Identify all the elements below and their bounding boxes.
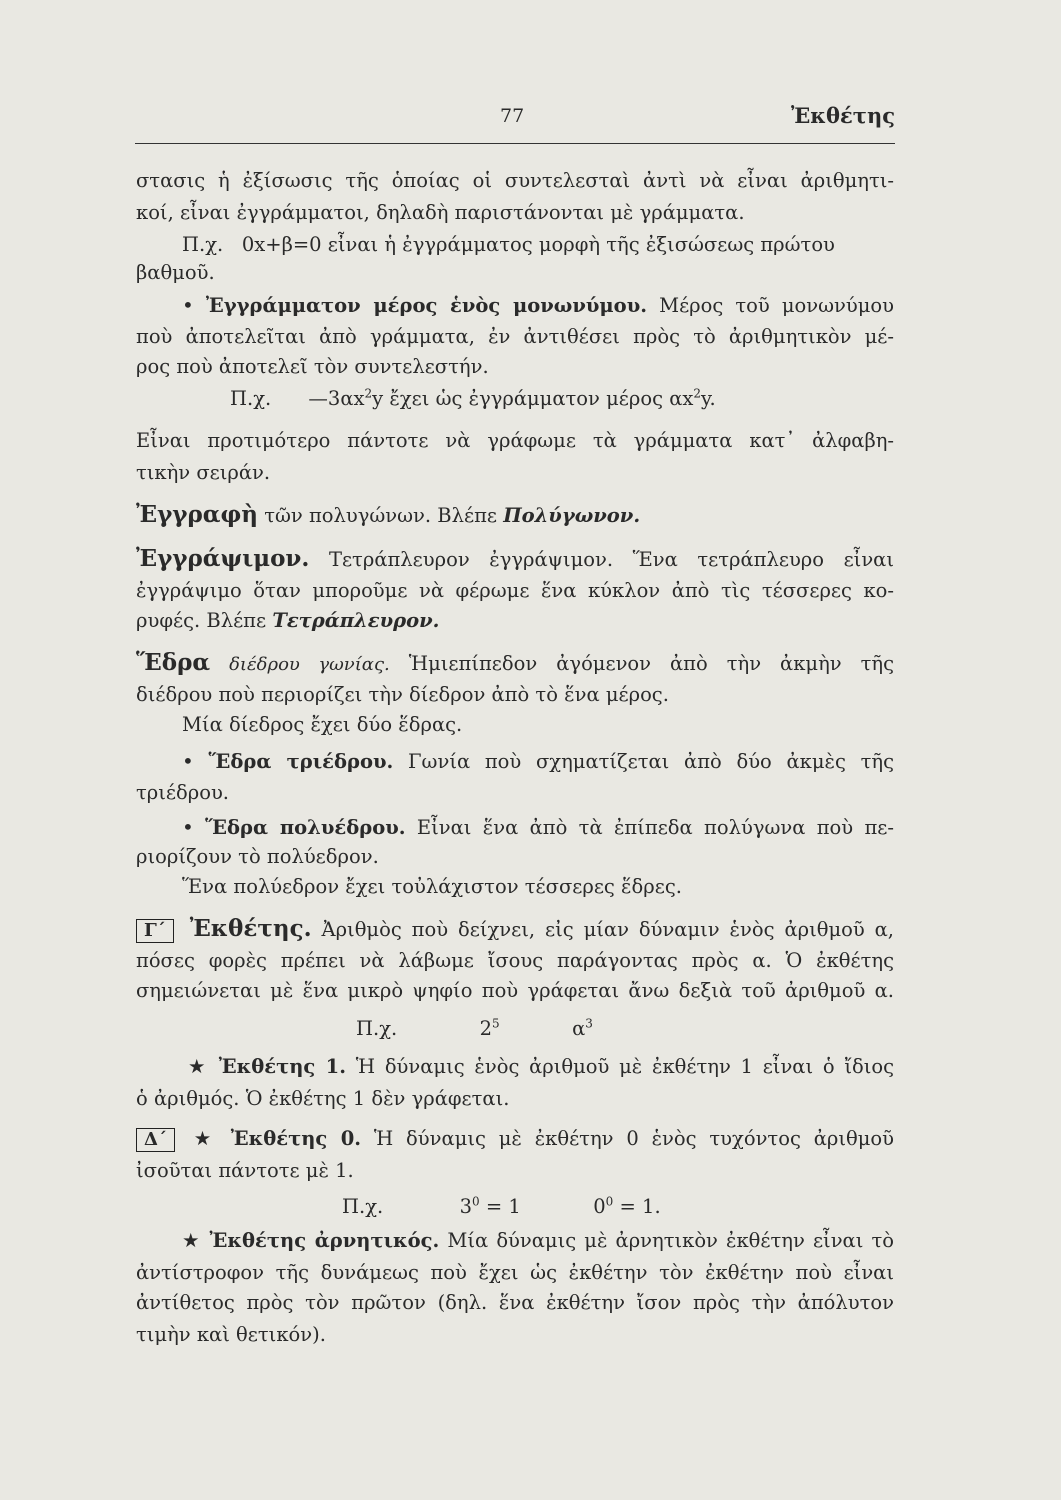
superscript: 3 <box>585 1016 593 1031</box>
entry-term: Ἐκθέτης 1. <box>218 1055 346 1078</box>
example-text: α <box>572 1017 586 1040</box>
entry-text: Τετράπλευρον ἐγγράψιμον. Ἕνα τετράπλευρο εἶναι <box>328 548 894 571</box>
entry-text: Εἶναι ἕνα ἀπὸ τὰ ἐπίπεδα πολύγωνα ποὺ πε- <box>416 816 894 839</box>
entry-text: Ἀριθμὸς ποὺ δείχνει, εἰς μίαν δύναμιν ἑνὸς ἀριθμοῦ α, <box>321 918 895 941</box>
star-icon: ★ <box>193 1127 218 1150</box>
example-text: y ἔχει ὡς ἐγγράμματον μέρος αx <box>372 387 694 410</box>
example-label: Π.χ. <box>230 387 272 410</box>
text-line: Εἶναι προτιμότερο πάντοτε νὰ γράφωμε τὰ γράμματα κατ᾽ ἀλφαβη- <box>136 429 894 452</box>
entry-text: ρυφές. Βλέπε <box>136 609 267 632</box>
text-line: Μία δίεδρος ἔχει δύο ἕδρας. <box>182 713 463 736</box>
example-label: Π.χ. <box>182 233 224 256</box>
text-line: ριορίζουν τὸ πολύεδρον. <box>136 845 379 868</box>
text-line: διέδρου ποὺ περιορίζει τὴν δίεδρον ἀπὸ τὸ ἕνα μέρος. <box>136 683 669 706</box>
text-line: ὁ ἀριθμός. Ὁ ἐκθέτης 1 δὲν γράφεται. <box>136 1087 510 1110</box>
entry-term: Ἐκθέτης 0. <box>230 1127 362 1150</box>
text-line: στασις ἡ ἐξίσωσις τῆς ὁποίας οἱ συντελεσταὶ ἀντὶ νὰ εἶναι ἀριθμητι- <box>136 169 894 192</box>
level-box: Γ΄ <box>136 919 174 943</box>
example-text: y. <box>701 387 716 410</box>
entry-ekthetis <box>136 916 894 943</box>
superscript: 0 <box>605 1194 614 1209</box>
entry-engrapsimon <box>136 546 894 573</box>
text-line: ἰσοῦται πάντοτε μὲ 1. <box>136 1159 354 1182</box>
star-icon: ★ <box>188 1055 210 1078</box>
bullet-icon: • <box>182 815 194 839</box>
example-line <box>342 1194 661 1220</box>
entry-term: Ἕδρα τριέδρου. <box>208 750 394 773</box>
text-line: πόσες φορὲς πρέπει νὰ λάβωμε ἴσους παράγοντας πρὸς α. Ὁ ἐκθέτης <box>136 949 894 972</box>
entry-text: Ἡ δύναμις μὲ ἐκθέτην 0 ἑνὸς τυχόντος ἀριθμοῦ <box>373 1127 894 1150</box>
entry-term: Ἐκθέτης ἀρνητικός. <box>209 1229 440 1252</box>
page-header <box>135 103 895 144</box>
text-line: τριέδρου. <box>136 781 229 804</box>
text-line: ἀντίθετος πρὸς τὸν πρῶτον (δηλ. ἕνα ἐκθέτην ἴσον πρὸς τὴν ἀπόλυτον <box>136 1291 894 1314</box>
entry-text: Γωνία ποὺ σχηματίζεται ἀπὸ δύο ἀκμὲς τῆς <box>408 750 895 773</box>
superscript: 5 <box>492 1016 500 1031</box>
cross-reference: Πολύγωνον. <box>503 504 641 527</box>
text-line: Ἕνα πολύεδρον ἔχει τοὐλάχιστον τέσσερες ἕδρες. <box>182 875 682 898</box>
entry-text: Ἡμιεπίπεδον ἀγόμενον ἀπὸ τὴν ἀκμὴν τῆς <box>408 652 894 675</box>
example-line <box>230 386 716 412</box>
superscript: 2 <box>364 386 373 401</box>
example-line <box>356 1016 593 1042</box>
bullet-icon: • <box>182 749 194 773</box>
example-label: Π.χ. <box>342 1195 384 1218</box>
text-line <box>136 608 439 634</box>
entry-text: Ἡ δύναμις ἑνὸς ἀριθμοῦ μὲ ἐκθέτην 1 εἶναι ὁ ἴδιος <box>355 1055 895 1078</box>
example-text: 2 <box>479 1017 493 1040</box>
entry-edra-polyedrou <box>182 814 894 841</box>
star-icon: ★ <box>182 1229 202 1252</box>
entry-term: Ἕδρα <box>136 649 211 676</box>
page-number: 77 <box>500 105 525 127</box>
entry-ekthetis-1 <box>188 1054 894 1080</box>
entry-term: Ἐγγραφὴ <box>136 501 258 528</box>
entry-ekthetis-arnitikos <box>182 1228 894 1254</box>
text-line: βαθμοῦ. <box>136 261 215 284</box>
superscript: 2 <box>693 386 702 401</box>
entry-text: τῶν πολυγώνων. Βλέπε <box>264 504 497 527</box>
text-line: τιμὴν καὶ θετικόν). <box>136 1323 326 1346</box>
bullet-icon: • <box>182 293 194 317</box>
example-text: = 1 <box>485 1195 521 1218</box>
entry-term: Ἐγγράψιμον. <box>136 545 310 572</box>
entry-edra-triedrou <box>182 748 894 775</box>
text-line: κοί, εἶναι ἐγγράμματοι, δηλαδὴ παριστάνονται μὲ γράμματα. <box>136 201 745 224</box>
example-text: = 1. <box>619 1195 661 1218</box>
text-line: τικὴν σειράν. <box>136 461 271 484</box>
entry-engrafi <box>136 502 640 529</box>
text-line: ἀντίστροφον τῆς δυνάμεως ποὺ ἔχει ὡς ἐκθέτην τὸν ἐκθέτην ποὺ εἶναι <box>136 1261 894 1284</box>
entry-subterm: διέδρου γωνίας. <box>229 654 390 675</box>
entry-ennrammaton-meros <box>182 292 894 319</box>
entry-edra-diedrou <box>136 650 894 678</box>
text-line: ρος ποὺ ἀποτελεῖ τὸν συντελεστήν. <box>136 355 489 378</box>
superscript: 0 <box>472 1194 480 1209</box>
entry-text: Μία δύναμις μὲ ἀρνητικὸν ἐκθέτην εἶναι τὸ <box>447 1229 895 1252</box>
entry-term: Ἐγγράμματον μέρος ἑνὸς μονωνύμου. <box>205 294 648 317</box>
example-label: Π.χ. <box>356 1017 398 1040</box>
example-text: 0x+β=0 εἶναι ἡ ἐγγράμματος μορφὴ τῆς ἐξισώσεως πρώτου <box>241 233 835 256</box>
cross-reference: Τετράπλευρον. <box>272 609 440 632</box>
text-line: ποὺ ἀποτελεῖται ἀπὸ γράμματα, ἐν ἀντιθέσει πρὸς τὸ ἀριθμητικὸν μέ- <box>136 325 894 348</box>
entry-text: Μέρος τοῦ μονωνύμου <box>659 294 894 317</box>
entry-term: Ἕδρα πολυέδρου. <box>205 816 406 839</box>
entry-ekthetis-0 <box>136 1126 894 1152</box>
example-line <box>182 232 835 258</box>
text-line: σημειώνεται μὲ ἕνα μικρὸ ψηφίο ποὺ γράφεται ἄνω δεξιὰ τοῦ ἀριθμοῦ α. <box>136 979 894 1002</box>
entry-term: Ἐκθέτης. <box>189 915 312 942</box>
level-box: Δ΄ <box>136 1128 175 1152</box>
example-text: 3 <box>459 1195 473 1218</box>
example-text: 0 <box>593 1195 606 1218</box>
text-line: ἐγγράψιμο ὅταν μποροῦμε νὰ φέρωμε ἕνα κύκλον ἀπὸ τὶς τέσσερες κο- <box>136 579 894 602</box>
example-text: —3αx <box>308 387 365 410</box>
running-title: Ἐκθέτης <box>791 103 895 128</box>
